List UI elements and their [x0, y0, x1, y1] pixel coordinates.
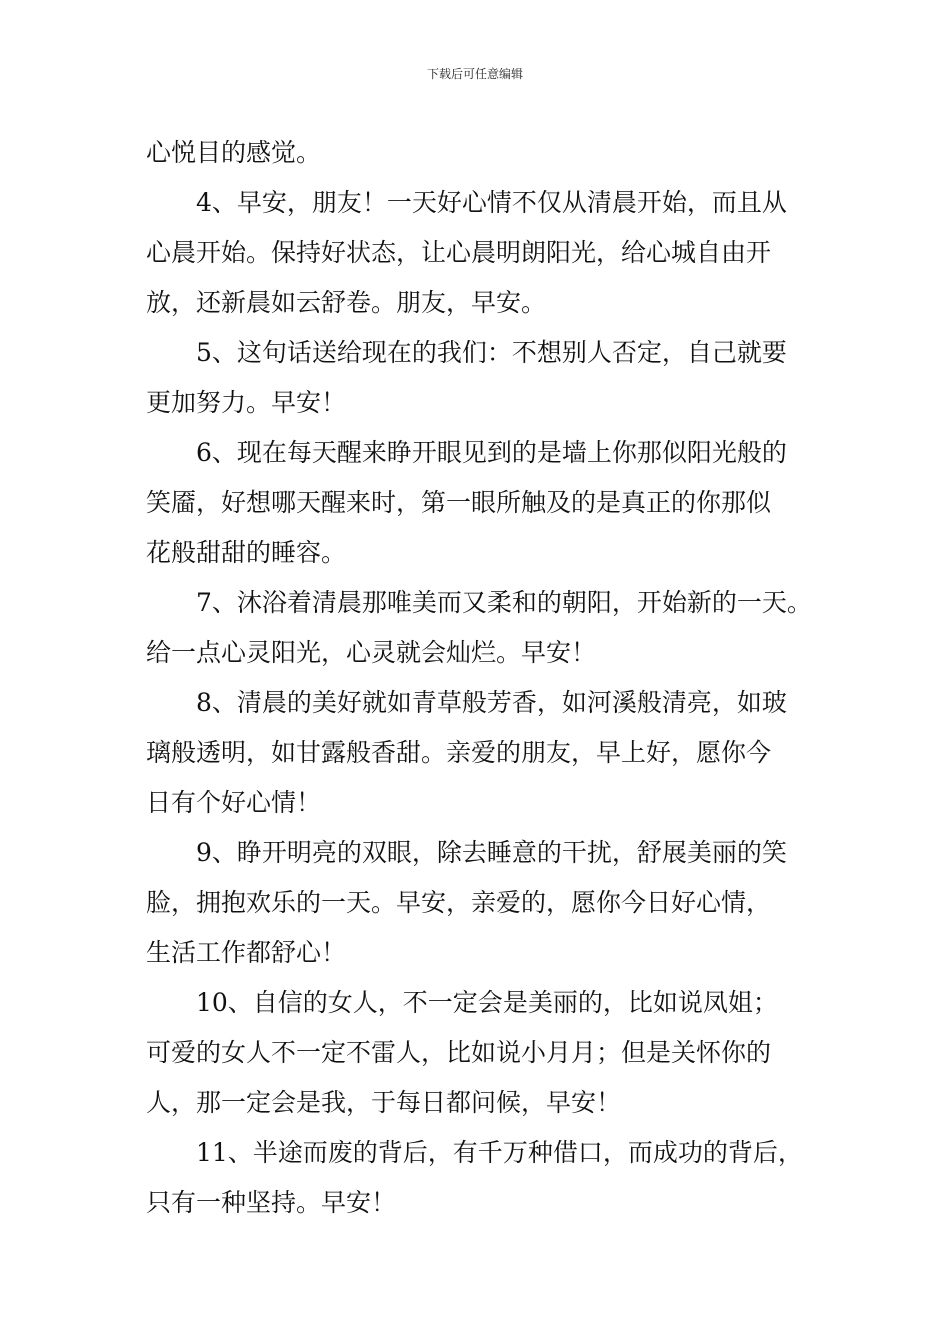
text-line: 10、自信的女人，不一定会是美丽的，比如说凤姐； — [196, 988, 778, 1017]
text-line: 更加努力。早安！ — [146, 388, 347, 417]
text-line: 放，还新晨如云舒卷。朋友，早安。 — [146, 288, 547, 317]
text-line: 脸，拥抱欢乐的一天。早安，亲爱的，愿你今日好心情， — [146, 888, 772, 917]
text-line: 6、现在每天醒来睁开眼见到的是墙上你那似阳光般的 — [196, 438, 787, 467]
text-line: 9、睁开明亮的双眼，除去睡意的干扰，舒展美丽的笑 — [196, 838, 787, 867]
text-line: 笑靥，好想哪天醒来时，第一眼所触及的是真正的你那似 — [146, 488, 772, 517]
text-line: 生活工作都舒心！ — [146, 938, 347, 967]
text-line: 人，那一定会是我，于每日都问候，早安！ — [146, 1088, 622, 1117]
text-line: 4、早安，朋友！一天好心情不仅从清晨开始，而且从 — [196, 188, 787, 217]
text-line: 日有个好心情！ — [146, 788, 322, 817]
text-line: 11、半途而废的背后，有千万种借口，而成功的背后， — [196, 1138, 803, 1167]
text-line: 花般甜甜的睡容。 — [146, 538, 347, 567]
text-line: 心晨开始。保持好状态，让心晨明朗阳光，给心城自由开 — [146, 238, 772, 267]
text-line: 心悦目的感觉。 — [146, 138, 322, 167]
text-line: 只有一种坚持。早安！ — [146, 1188, 397, 1217]
text-line: 8、清晨的美好就如青草般芳香，如河溪般清亮，如玻 — [196, 688, 787, 717]
document-body — [146, 128, 846, 1228]
text-line: 璃般透明，如甘露般香甜。亲爱的朋友，早上好，愿你今 — [146, 738, 772, 767]
text-line: 7、沐浴着清晨那唯美而又柔和的朝阳，开始新的一天。 — [196, 588, 812, 617]
page-header: 下载后可任意编辑 — [426, 67, 523, 81]
text-line: 给一点心灵阳光，心灵就会灿烂。早安！ — [146, 638, 597, 667]
text-line: 可爱的女人不一定不雷人，比如说小月月；但是关怀你的 — [146, 1038, 772, 1067]
text-line: 5、这句话送给现在的我们：不想别人否定，自己就要 — [196, 338, 787, 367]
